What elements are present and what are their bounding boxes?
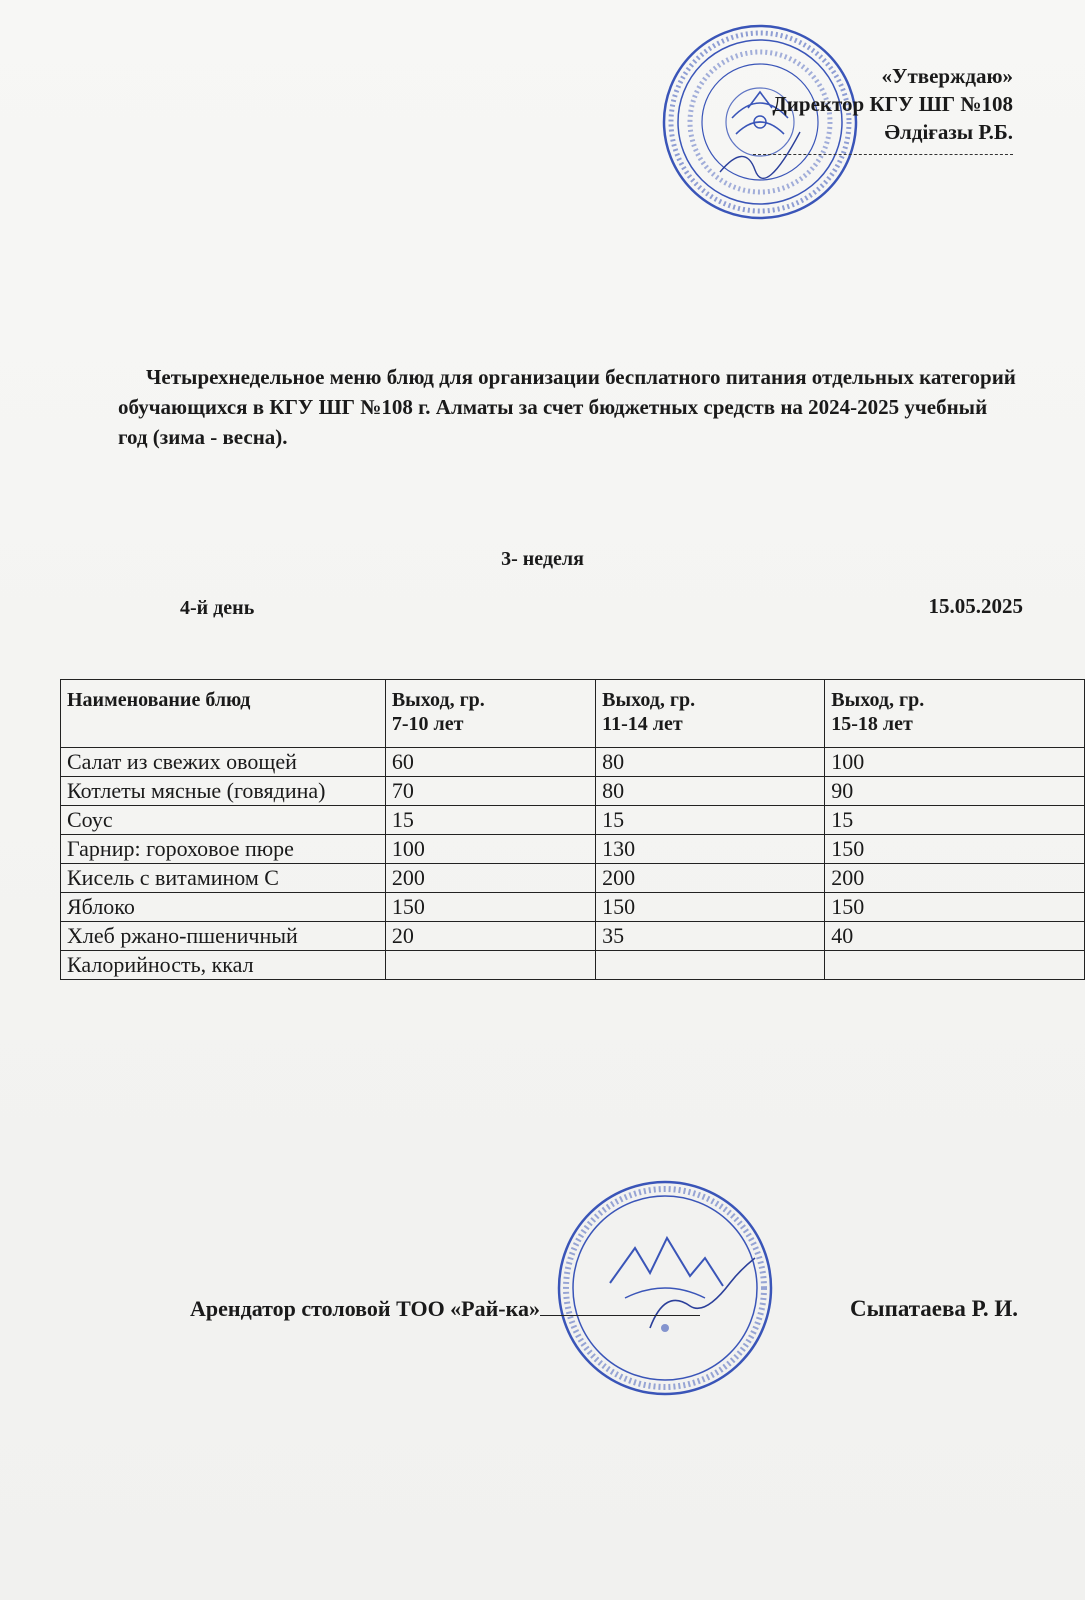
signature-line — [540, 1297, 700, 1316]
header-text: Выход, гр. 15-18 лет — [831, 689, 925, 735]
portion-11-14: 35 — [596, 922, 825, 951]
portion-15-18: 90 — [825, 777, 1085, 806]
portion-11-14: 15 — [596, 806, 825, 835]
table-row — [61, 893, 1085, 922]
header-text: Выход, гр. 11-14 лет — [602, 689, 696, 735]
dish-name: Кисель с витамином С — [61, 864, 386, 893]
week-label: 3- неделя — [501, 548, 584, 570]
signature-block — [190, 1296, 700, 1322]
dish-name: Калорийность, ккал — [61, 951, 386, 980]
table-row — [61, 806, 1085, 835]
header-text: Выход, гр. 7-10 лет — [391, 689, 485, 735]
day-label: 4-й день — [180, 597, 255, 619]
header-text: Наименование блюд — [67, 689, 251, 711]
dish-name: Салат из свежих овощей — [61, 748, 386, 777]
portion-7-10: 70 — [385, 777, 595, 806]
portion-7-10: 100 — [385, 835, 595, 864]
approval-position: Директор КГУ ШГ №108 — [772, 92, 1013, 116]
menu-table — [60, 679, 1085, 980]
approval-heading: «Утверждаю» — [881, 64, 1013, 88]
portion-7-10: 60 — [385, 748, 595, 777]
portion-15-18: 15 — [825, 806, 1085, 835]
company-seal-bottom — [555, 1178, 775, 1398]
portion-15-18: 150 — [825, 893, 1085, 922]
portion-11-14: 200 — [596, 864, 825, 893]
header-dish — [61, 680, 386, 748]
date-label: 15.05.2025 — [928, 594, 1023, 618]
table-row — [61, 922, 1085, 951]
approval-signature-line — [753, 146, 1013, 155]
portion-11-14: 130 — [596, 835, 825, 864]
portion-7-10: 200 — [385, 864, 595, 893]
table-row — [61, 864, 1085, 893]
dish-name: Яблоко — [61, 893, 386, 922]
header-age-15-18 — [825, 680, 1085, 748]
portion-11-14: 80 — [596, 777, 825, 806]
portion-11-14 — [596, 951, 825, 980]
signature-role: Арендатор столовой ТОО «Рай-ка» — [190, 1296, 540, 1321]
approval-block — [753, 62, 1013, 155]
portion-15-18: 40 — [825, 922, 1085, 951]
table-header-row — [61, 680, 1085, 748]
table-row — [61, 835, 1085, 864]
approval-person: Әлдіғазы Р.Б. — [884, 120, 1013, 144]
table-row — [61, 777, 1085, 806]
portion-7-10 — [385, 951, 595, 980]
signature-name: Сыпатаева Р. И. — [850, 1296, 1018, 1321]
table-row — [61, 748, 1085, 777]
document-title: Четырехнедельное меню блюд для организации бесплатного питания отдельных категорий обучающихся в КГУ ШГ №108 г. Алматы за счет бюджетных средств на 2024-2025 учебный год (зима - весна). — [118, 365, 1016, 449]
dish-name: Котлеты мясные (говядина) — [61, 777, 386, 806]
portion-15-18: 150 — [825, 835, 1085, 864]
dish-name: Соус — [61, 806, 386, 835]
portion-15-18: 200 — [825, 864, 1085, 893]
dish-name: Хлеб ржано-пшеничный — [61, 922, 386, 951]
header-age-11-14 — [596, 680, 825, 748]
dish-name: Гарнир: гороховое пюре — [61, 835, 386, 864]
portion-11-14: 150 — [596, 893, 825, 922]
portion-7-10: 15 — [385, 806, 595, 835]
portion-15-18: 100 — [825, 748, 1085, 777]
portion-7-10: 20 — [385, 922, 595, 951]
header-age-7-10 — [385, 680, 595, 748]
table-row — [61, 951, 1085, 980]
portion-11-14: 80 — [596, 748, 825, 777]
portion-15-18 — [825, 951, 1085, 980]
portion-7-10: 150 — [385, 893, 595, 922]
